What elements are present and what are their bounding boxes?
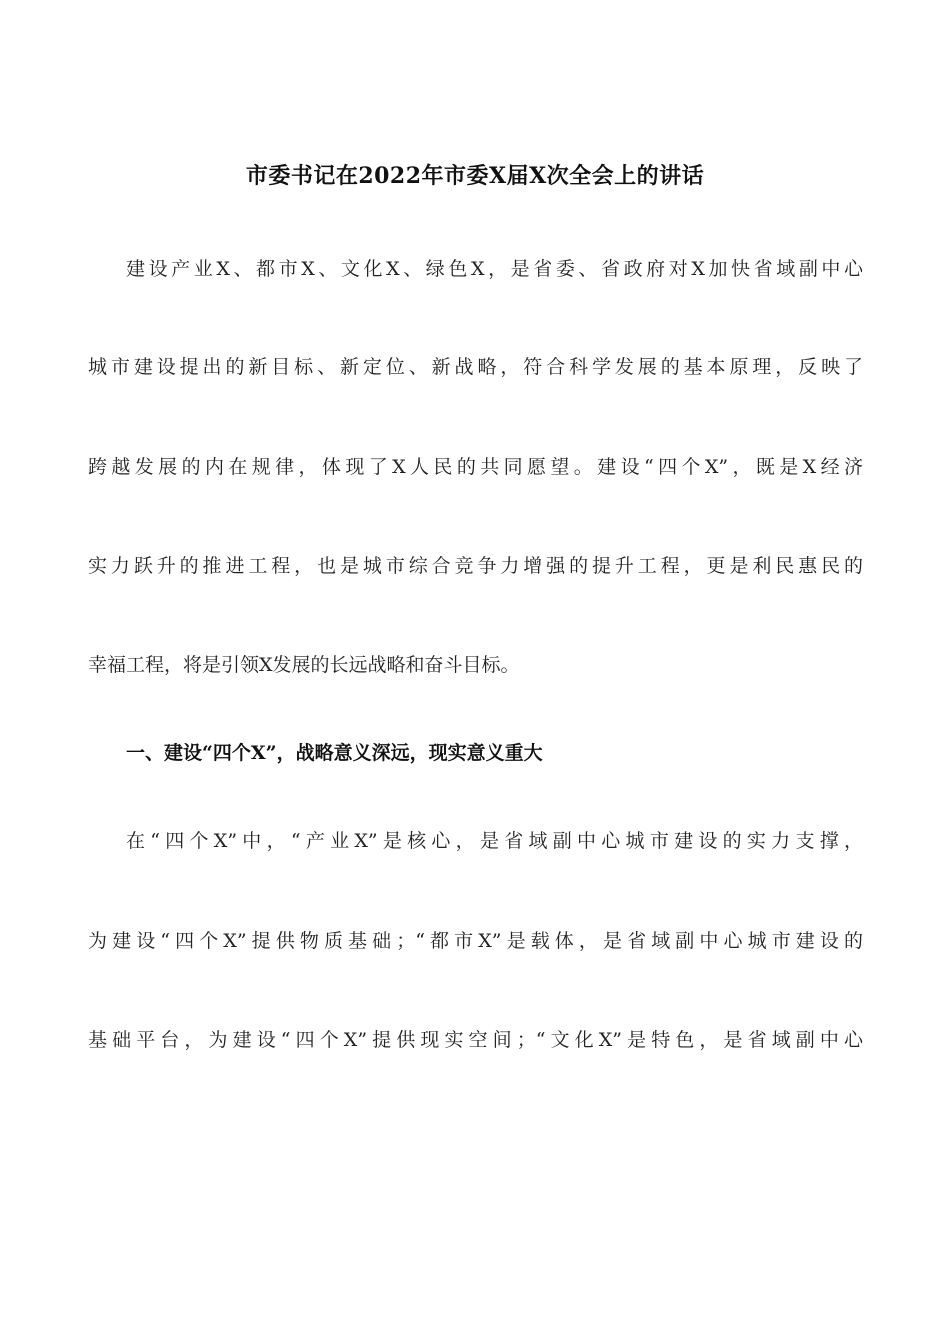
paragraph-1-line-4: 实力跃升的推进工程，也是城市综合竞争力增强的提升工程，更是利民惠民的 <box>88 555 863 577</box>
paragraph-1-line-2: 城市建设提出的新目标、新定位、新战略，符合科学发展的基本原理，反映了 <box>88 356 863 378</box>
paragraph-2-line-3: 基础平台，为建设“四个X”提供现实空间；“文化X”是特色，是省域副中心 <box>88 1029 863 1051</box>
paragraph-1-line-1: 建设产业X、都市X、文化X、绿色X，是省委、省政府对X加快省域副中心 <box>126 258 863 280</box>
paragraph-1-line-5: 幸福工程，将是引领X发展的长远战略和奋斗目标。 <box>88 654 520 676</box>
section-1-heading: 一、建设“四个X”，战略意义深远，现实意义重大 <box>126 742 543 764</box>
document-title: 市委书记在2022年市委X届X次全会上的讲话 <box>245 163 705 189</box>
paragraph-2-line-1: 在“四个X”中，“产业X”是核心，是省域副中心城市建设的实力支撑， <box>126 830 863 852</box>
paragraph-2-line-2: 为建设“四个X”提供物质基础；“都市X”是载体，是省域副中心城市建设的 <box>88 930 863 952</box>
paragraph-1-line-3: 跨越发展的内在规律，体现了X人民的共同愿望。建设“四个X”，既是X经济 <box>88 456 863 478</box>
